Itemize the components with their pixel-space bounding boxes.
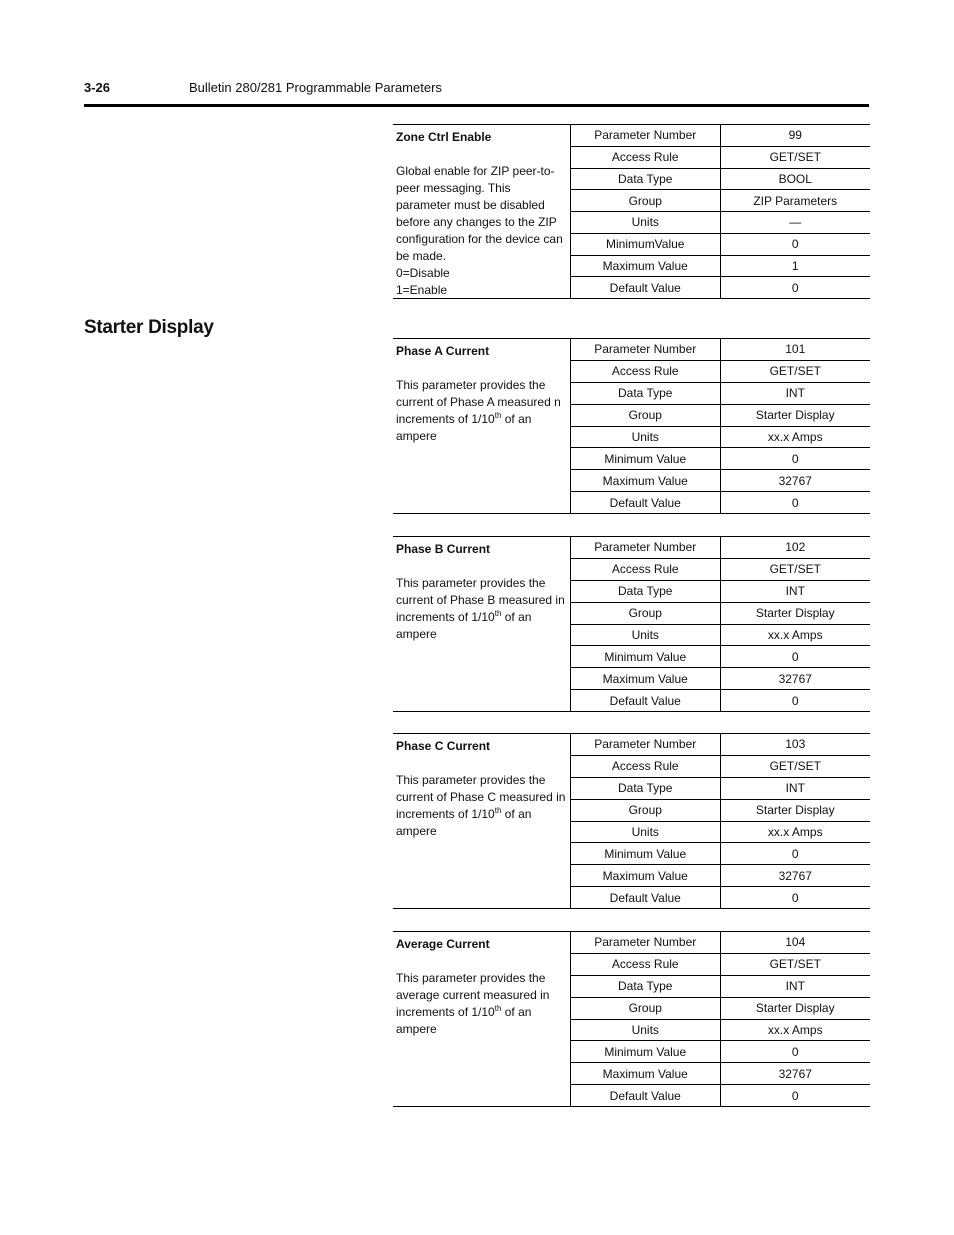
param-block-phase-a-current [393, 338, 870, 514]
table-row [571, 276, 870, 298]
table-row [571, 580, 870, 602]
table-row [571, 602, 870, 624]
row-value: GET/SET [769, 957, 821, 972]
param-name: Phase A Current [396, 344, 490, 358]
param-table [571, 537, 870, 711]
row-value: xx.x Amps [767, 429, 823, 444]
table-row [571, 886, 870, 908]
param-text: This parameter provides the current of Phase A measured n increments of 1/10th of an ampere [396, 378, 561, 443]
row-label: Maximum Value [571, 256, 721, 277]
row-label: Parameter Number [571, 734, 721, 755]
page-header [84, 80, 869, 107]
table-row [571, 189, 870, 211]
row-value: ZIP Parameters [753, 193, 838, 208]
row-value: 103 [785, 737, 806, 752]
row-value: 32767 [778, 473, 812, 488]
row-label: Parameter Number [571, 537, 721, 558]
row-value: 102 [785, 540, 806, 555]
row-value: 101 [785, 342, 806, 357]
row-value: 0 [791, 1044, 799, 1059]
row-label: Parameter Number [571, 932, 721, 953]
table-row [571, 125, 870, 146]
row-label: Maximum Value [571, 668, 721, 689]
table-row [571, 667, 870, 689]
row-value: 32767 [778, 868, 812, 883]
table-row [571, 975, 870, 997]
param-text: This parameter provides the current of Phase C measured in increments of 1/10th of an ampere [396, 773, 566, 838]
param-description [393, 339, 571, 513]
row-value: 0 [791, 846, 799, 861]
row-value: 32767 [778, 1066, 812, 1081]
row-label: Access Rule [571, 954, 721, 975]
row-label: Minimum Value [571, 448, 721, 469]
section-heading: Starter Display [84, 317, 214, 338]
row-value: GET/SET [769, 759, 821, 774]
table-row [571, 755, 870, 777]
table-row [571, 624, 870, 646]
row-label: Access Rule [571, 361, 721, 382]
param-block-zone-ctrl-enable [393, 124, 870, 299]
param-table [571, 125, 870, 298]
row-label: MinimumValue [571, 234, 721, 255]
table-row [571, 404, 870, 426]
row-value: Starter Display [755, 408, 835, 423]
row-label: Parameter Number [571, 339, 721, 360]
param-table [571, 339, 870, 513]
row-value: xx.x Amps [767, 1022, 823, 1037]
row-label: Default Value [571, 277, 721, 298]
table-row [571, 255, 870, 277]
row-label: Access Rule [571, 756, 721, 777]
table-row [571, 537, 870, 558]
table-row [571, 211, 870, 233]
row-label: Default Value [571, 887, 721, 908]
row-label: Default Value [571, 492, 721, 513]
param-table [571, 932, 870, 1106]
row-value: GET/SET [769, 150, 821, 165]
row-value: 99 [788, 128, 802, 143]
row-value: 0 [791, 1088, 799, 1103]
table-row [571, 864, 870, 886]
row-value: 0 [791, 237, 799, 252]
table-row [571, 146, 870, 168]
page-number: 3-26 [84, 80, 111, 95]
row-label: Default Value [571, 690, 721, 711]
table-row [571, 799, 870, 821]
param-text: This parameter provides the current of Phase B measured in increments of 1/10th of an ampere [396, 576, 565, 641]
row-value: 0 [791, 693, 799, 708]
table-row [571, 1062, 870, 1084]
row-value: GET/SET [769, 562, 821, 577]
row-value: 0 [791, 495, 799, 510]
row-value: xx.x Amps [767, 824, 823, 839]
table-row [571, 953, 870, 975]
row-label: Maximum Value [571, 470, 721, 491]
row-label: Minimum Value [571, 1041, 721, 1062]
row-value: 104 [785, 935, 806, 950]
row-label: Maximum Value [571, 1063, 721, 1084]
table-row [571, 491, 870, 513]
row-value: 0 [791, 451, 799, 466]
row-value: INT [785, 979, 805, 994]
row-label: Access Rule [571, 559, 721, 580]
param-block-phase-b-current [393, 536, 870, 712]
row-value: GET/SET [769, 364, 821, 379]
param-text: This parameter provides the average current measured in increments of 1/10th of an ampere [396, 971, 550, 1036]
table-row [571, 1040, 870, 1062]
row-label: Access Rule [571, 147, 721, 168]
row-value: 0 [791, 280, 799, 295]
row-label: Default Value [571, 1085, 721, 1106]
row-value: 0 [791, 890, 799, 905]
row-value: Starter Display [755, 606, 835, 621]
row-value: INT [785, 386, 805, 401]
table-row [571, 842, 870, 864]
table-row [571, 558, 870, 580]
row-label: Data Type [571, 383, 721, 404]
row-value: 32767 [778, 671, 812, 686]
row-value: Starter Display [755, 803, 835, 818]
row-label: Data Type [571, 778, 721, 799]
row-label: Units [571, 427, 721, 448]
table-row [571, 997, 870, 1019]
table-row [571, 932, 870, 953]
table-row [571, 689, 870, 711]
row-value: BOOL [778, 171, 812, 186]
table-row [571, 1019, 870, 1041]
row-label: Units [571, 625, 721, 646]
row-label: Data Type [571, 581, 721, 602]
table-row [571, 382, 870, 404]
table-row [571, 777, 870, 799]
table-row [571, 734, 870, 755]
row-value: 0 [791, 649, 799, 664]
row-label: Group [571, 405, 721, 426]
row-value: INT [785, 584, 805, 599]
param-name: Average Current [396, 937, 490, 951]
param-name: Zone Ctrl Enable [396, 130, 492, 144]
param-text: Global enable for ZIP peer-to-peer messaging. This parameter must be disabled before any changes to the ZIP configuration for the device can be made. 0=Disable 1=Enable [396, 164, 563, 297]
param-description [393, 537, 571, 711]
row-label: Units [571, 822, 721, 843]
table-row [571, 447, 870, 469]
table-row [571, 1084, 870, 1106]
table-row [571, 168, 870, 190]
table-row [571, 469, 870, 491]
row-label: Data Type [571, 169, 721, 190]
row-label: Group [571, 800, 721, 821]
row-value: INT [785, 781, 805, 796]
row-label: Minimum Value [571, 843, 721, 864]
param-block-phase-c-current [393, 733, 870, 909]
row-label: Units [571, 1020, 721, 1041]
table-row [571, 339, 870, 360]
param-description [393, 734, 571, 908]
param-name: Phase B Current [396, 542, 491, 556]
table-row [571, 233, 870, 255]
param-block-average-current [393, 931, 870, 1107]
param-description [393, 125, 571, 298]
row-label: Group [571, 603, 721, 624]
running-title: Bulletin 280/281 Programmable Parameters [189, 80, 442, 95]
table-row [571, 426, 870, 448]
table-row [571, 645, 870, 667]
table-row [571, 821, 870, 843]
row-label: Minimum Value [571, 646, 721, 667]
row-label: Units [571, 212, 721, 233]
row-value: Starter Display [755, 1001, 835, 1016]
param-description [393, 932, 571, 1106]
row-value: xx.x Amps [767, 627, 823, 642]
table-row [571, 360, 870, 382]
row-label: Group [571, 998, 721, 1019]
row-value: 1 [791, 258, 799, 273]
row-label: Maximum Value [571, 865, 721, 886]
row-value: — [789, 215, 802, 230]
row-label: Data Type [571, 976, 721, 997]
row-label: Group [571, 190, 721, 211]
param-name: Phase C Current [396, 739, 491, 753]
row-label: Parameter Number [571, 125, 721, 146]
param-table [571, 734, 870, 908]
